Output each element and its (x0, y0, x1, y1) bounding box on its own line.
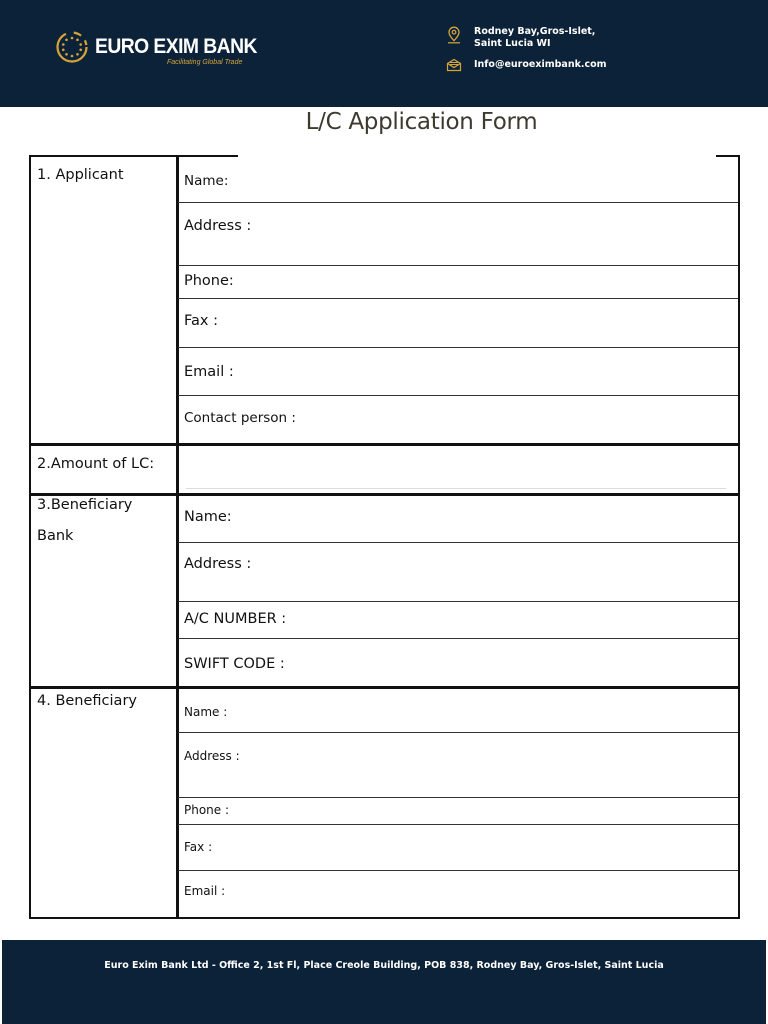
email-link[interactable]: Info@euroeximbank.com (474, 59, 607, 70)
section-applicant-label: 1. Applicant (37, 167, 124, 183)
logo-text (95, 35, 271, 66)
row-divider (178, 542, 738, 543)
bank-swift-code-field[interactable]: SWIFT CODE : (184, 656, 285, 672)
applicant-contact-person-field[interactable]: Contact person : (184, 410, 296, 426)
section-divider (31, 493, 738, 496)
row-divider (178, 265, 738, 266)
brand-name: EURO EXIM BANK (95, 35, 257, 58)
section-beneficiary-bank-label-2: Bank (37, 528, 74, 544)
beneficiary-fax-field[interactable]: Fax : (184, 840, 213, 854)
amount-underline (186, 488, 726, 489)
applicant-email-field[interactable]: Email : (184, 364, 234, 380)
page-footer (2, 940, 766, 1024)
envelope-icon (446, 56, 462, 74)
address-line-1: Rodney Bay,Gros-Islet, (474, 26, 596, 37)
row-divider (178, 298, 738, 299)
section-beneficiary-bank-label-1: 3.Beneficiary (37, 497, 133, 513)
bank-account-number-field[interactable]: A/C NUMBER : (184, 611, 287, 627)
beneficiary-name-field[interactable]: Name : (184, 705, 228, 719)
beneficiary-email-field[interactable]: Email : (184, 884, 226, 898)
lc-application-form (29, 155, 740, 919)
row-divider (178, 797, 738, 798)
applicant-fax-field[interactable]: Fax : (184, 313, 218, 329)
page-title: L/C Application Form (305, 109, 538, 135)
location-pin-icon (446, 26, 462, 44)
row-divider (178, 638, 738, 639)
section-divider (31, 443, 738, 446)
row-divider (178, 395, 738, 396)
section-beneficiary-label: 4. Beneficiary (37, 693, 137, 709)
header-contact (446, 26, 607, 74)
applicant-address-field[interactable]: Address : (184, 218, 252, 234)
bank-logo[interactable] (55, 29, 271, 65)
row-divider (178, 202, 738, 203)
row-divider (178, 824, 738, 825)
email-row (446, 56, 607, 74)
applicant-phone-field[interactable]: Phone: (184, 273, 234, 289)
amount-input-area[interactable] (184, 451, 724, 481)
address-row (446, 26, 607, 50)
brand-tagline: Facilitating Global Trade (167, 59, 243, 66)
address-line-2: Saint Lucia WI (474, 38, 551, 49)
row-divider (178, 732, 738, 733)
row-divider (178, 870, 738, 871)
beneficiary-phone-field[interactable]: Phone : (184, 803, 230, 817)
logo-ring-icon (55, 30, 89, 64)
bank-address-field[interactable]: Address : (184, 556, 252, 572)
row-divider (178, 601, 738, 602)
beneficiary-address-field[interactable]: Address : (184, 749, 240, 763)
section-divider (31, 686, 738, 689)
section-amount-label: 2.Amount of LC: (37, 456, 155, 472)
row-divider (178, 347, 738, 348)
applicant-name-field[interactable]: Name: (184, 173, 229, 189)
footer-address: Euro Exim Bank Ltd - Office 2, 1st Fl, Place Creole Building, POB 838, Rodney Bay, Gros-Islet, Saint Lucia (104, 960, 664, 971)
page-header (0, 0, 768, 107)
column-divider (176, 157, 179, 917)
top-border-gap (238, 154, 716, 157)
bank-name-field[interactable]: Name: (184, 509, 232, 525)
